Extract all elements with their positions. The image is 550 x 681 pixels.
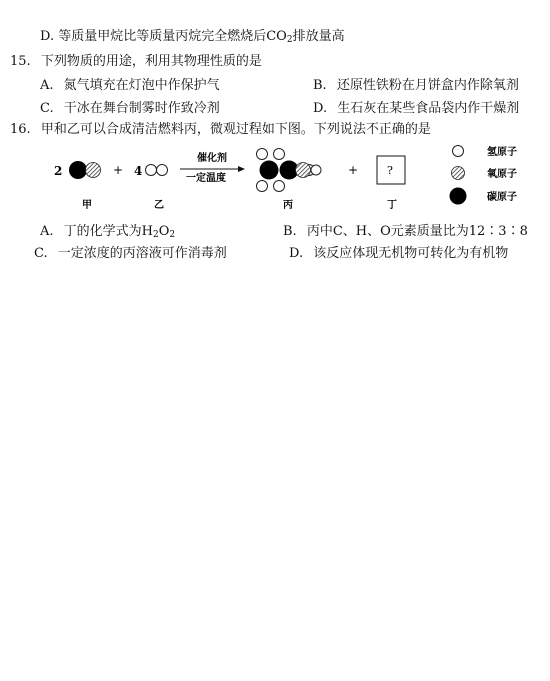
coef-jia: 2 [54,164,63,178]
option-letter: B. [283,224,297,239]
option-text: 干冰在舞台制雾时作致冷剂 [63,101,220,116]
question-number: 15. [10,54,31,69]
subscript: 2 [169,230,176,240]
option-text: 氮气填充在灯泡中作保护气 [63,78,220,93]
legend-label-carbon: 碳原子 [487,192,517,203]
q15-option-c [40,101,220,117]
q16-option-b [283,224,528,240]
subscript: 2 [153,230,159,240]
label-ding: 丁 [387,200,397,211]
arrow-head-icon [238,166,245,172]
option-letter: D. [40,29,55,44]
option-text: 一定浓度的丙溶液可作消毒剂 [57,246,227,261]
legend [450,145,518,205]
option-letter: C. [40,101,54,116]
reaction-svg [40,144,540,216]
reaction-diagram [40,144,540,216]
question-stem: 甲和乙可以合成清洁燃料丙，微观过程如下图。下列说法不正确的是 [40,122,431,137]
hydrogen-atom-icon [274,181,285,192]
carbon-atom-icon [69,161,87,179]
carbon-atom-icon [450,188,467,205]
q15-option-b [313,78,519,94]
option-letter: A. [40,224,54,239]
molecule-yi [146,165,168,176]
hydrogen-atom-icon [453,146,464,157]
q15-stem [10,54,262,70]
oxygen-atom-icon [296,163,311,178]
q14-option-d [40,29,345,45]
option-letter: D. [289,246,304,261]
option-text: 丙中C、H、O元素质量比为12∶3∶8 [306,224,528,239]
hydrogen-atom-icon [274,149,285,160]
hydrogen-atom-icon [257,149,268,160]
option-text: 等质量甲烷比等质量丙烷完全燃烧后CO [58,29,287,44]
hydrogen-atom-icon [257,181,268,192]
option-letter: C. [34,246,48,261]
oxygen-atom-icon [86,163,101,178]
plus-sign: + [113,163,124,177]
hydrogen-atom-icon [311,165,321,175]
question-number: 16. [10,122,31,137]
option-text-mid: O [158,224,170,239]
option-letter: B. [313,78,327,93]
molecule-jia [69,161,101,179]
q16-option-c [34,246,227,262]
hydrogen-atom-icon [146,165,157,176]
oxygen-atom-icon [452,167,465,180]
q15-option-d [313,101,519,117]
legend-label-oxygen: 氧原子 [487,169,517,180]
arrow-condition-bottom: 一定温度 [186,173,226,184]
option-letter: D. [313,101,328,116]
label-yi: 乙 [154,200,164,211]
option-text: 该反应体现无机物可转化为有机物 [313,246,509,261]
option-text-end: 排放量高 [292,29,345,44]
unknown-mark: ? [387,164,393,177]
arrow-condition-top: 催化剂 [197,153,227,164]
plus-sign: + [348,163,359,177]
q16-stem [10,122,431,138]
option-letter: A. [40,78,54,93]
carbon-atom-icon [260,161,279,180]
molecule-bing [257,149,322,192]
hydrogen-atom-icon [157,165,168,176]
label-bing: 丙 [283,200,293,211]
legend-label-hydrogen: 氢原子 [487,147,517,158]
option-text: 生石灰在某些食品袋内作干燥剂 [337,101,520,116]
q16-option-d [289,246,508,262]
coef-yi: 4 [134,164,143,178]
label-jia: 甲 [82,200,92,211]
q16-option-a [40,224,175,240]
subscript: 2 [286,35,293,45]
question-stem: 下列物质的用途，利用其物理性质的是 [40,54,262,69]
option-text: 丁的化学式为H [63,224,154,239]
option-text: 还原性铁粉在月饼盒内作除氧剂 [336,78,519,93]
q15-option-a [40,78,220,94]
